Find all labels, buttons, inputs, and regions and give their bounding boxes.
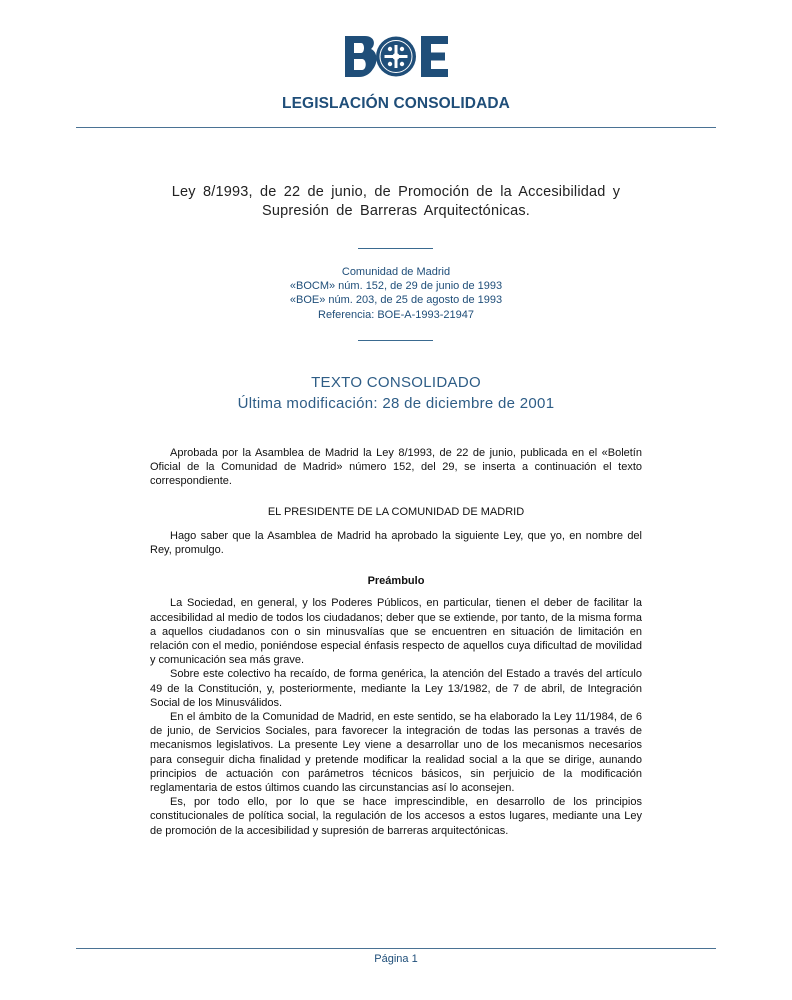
publication-metadata [0,265,792,322]
meta-divider-top [358,248,433,249]
preamble-paragraph: Es, por todo ello, por lo que se hace imprescindible, en desarrollo de los principios constitucionales de política social, la regulación de los accesos a estos lugares, mediante una Ley de promoción de la accesibilidad y supresión de barreras arquitectónicas. [150,796,642,837]
meta-boe: «BOE» núm. 203, de 25 de agosto de 1993 [289,294,503,307]
document-body [150,446,642,838]
law-title [150,183,642,221]
consolidated-label: TEXTO CONSOLIDADO [311,374,481,391]
president-heading: EL PRESIDENTE DE LA COMUNIDAD DE MADRID [267,505,525,518]
intro-paragraph: Aprobada por la Asamblea de Madrid la Ley 8/1993, de 22 de junio, publicada en el «Boletín Oficial de la Comunidad de Madrid» número 152, del 29, se inserta a continuación el texto correspondiente. [150,447,642,488]
last-modified: Última modificación: 28 de diciembre de 2001 [237,395,555,412]
promulgation-paragraph: Hago saber que la Asamblea de Madrid ha aprobado la siguiente Ley, que yo, en nombre del Rey, promulgo. [150,529,642,557]
meta-region: Comunidad de Madrid [341,266,451,278]
preamble-heading: Preámbulo [367,575,425,588]
meta-divider-bottom [358,340,433,341]
page-number: Página 1 [374,953,418,965]
footer-divider [76,948,716,949]
header-divider [76,127,716,128]
meta-reference: Referencia: BOE-A-1993-21947 [318,308,474,321]
law-title-line-1: Ley 8/1993, de 22 de junio, de Promoción de la Accesibilidad y [171,184,621,200]
law-title-line-2: Supresión de Barreras Arquitectónicas. [261,203,531,219]
consolidated-block [0,372,792,414]
boe-logo [345,36,448,77]
collection-title: LEGISLACIÓN CONSOLIDADA [282,95,510,112]
meta-bocm: «BOCM» núm. 152, de 29 de junio de 1993 [289,280,503,293]
preamble-paragraph: Sobre este colectivo ha recaído, de forma genérica, la atención del Estado a través del artículo 49 de la Constitución, y, posteriormente, mediante la Ley 13/1982, de 7 de abril, de Integración Social de los Minusválidos. [150,668,642,709]
preamble-paragraph: En el ámbito de la Comunidad de Madrid, en este sentido, se ha elaborado la Ley 11/1984, de 6 de junio, de Servicios Sociales, para favorecer la integración de todas las personas a través de mecanismos legislativos. La presente Ley viene a desarrollar uno de los mecanismos necesarios para conseguir dicha finalidad y pretende modificar la realidad social a la que se dirige, aunando principios de actuación con parámetros técnicos básicos, sin perjuicio de la modificación reglamentaria de estos últimos cuando las circunstancias así lo aconsejen. [150,711,642,795]
preamble-paragraph: La Sociedad, en general, y los Poderes Públicos, en particular, tienen el deber de facilitar la accesibilidad al medio de todos los ciudadanos; deber que se extiende, por tanto, de la misma forma a aquellos ciudadanos con o sin minusvalías que se encuentren en situación de limitación en relación con el medio, poniéndose especial énfasis respecto de aquellos cuya dificultad de movilidad y comunicación sea más grave. [150,597,642,667]
